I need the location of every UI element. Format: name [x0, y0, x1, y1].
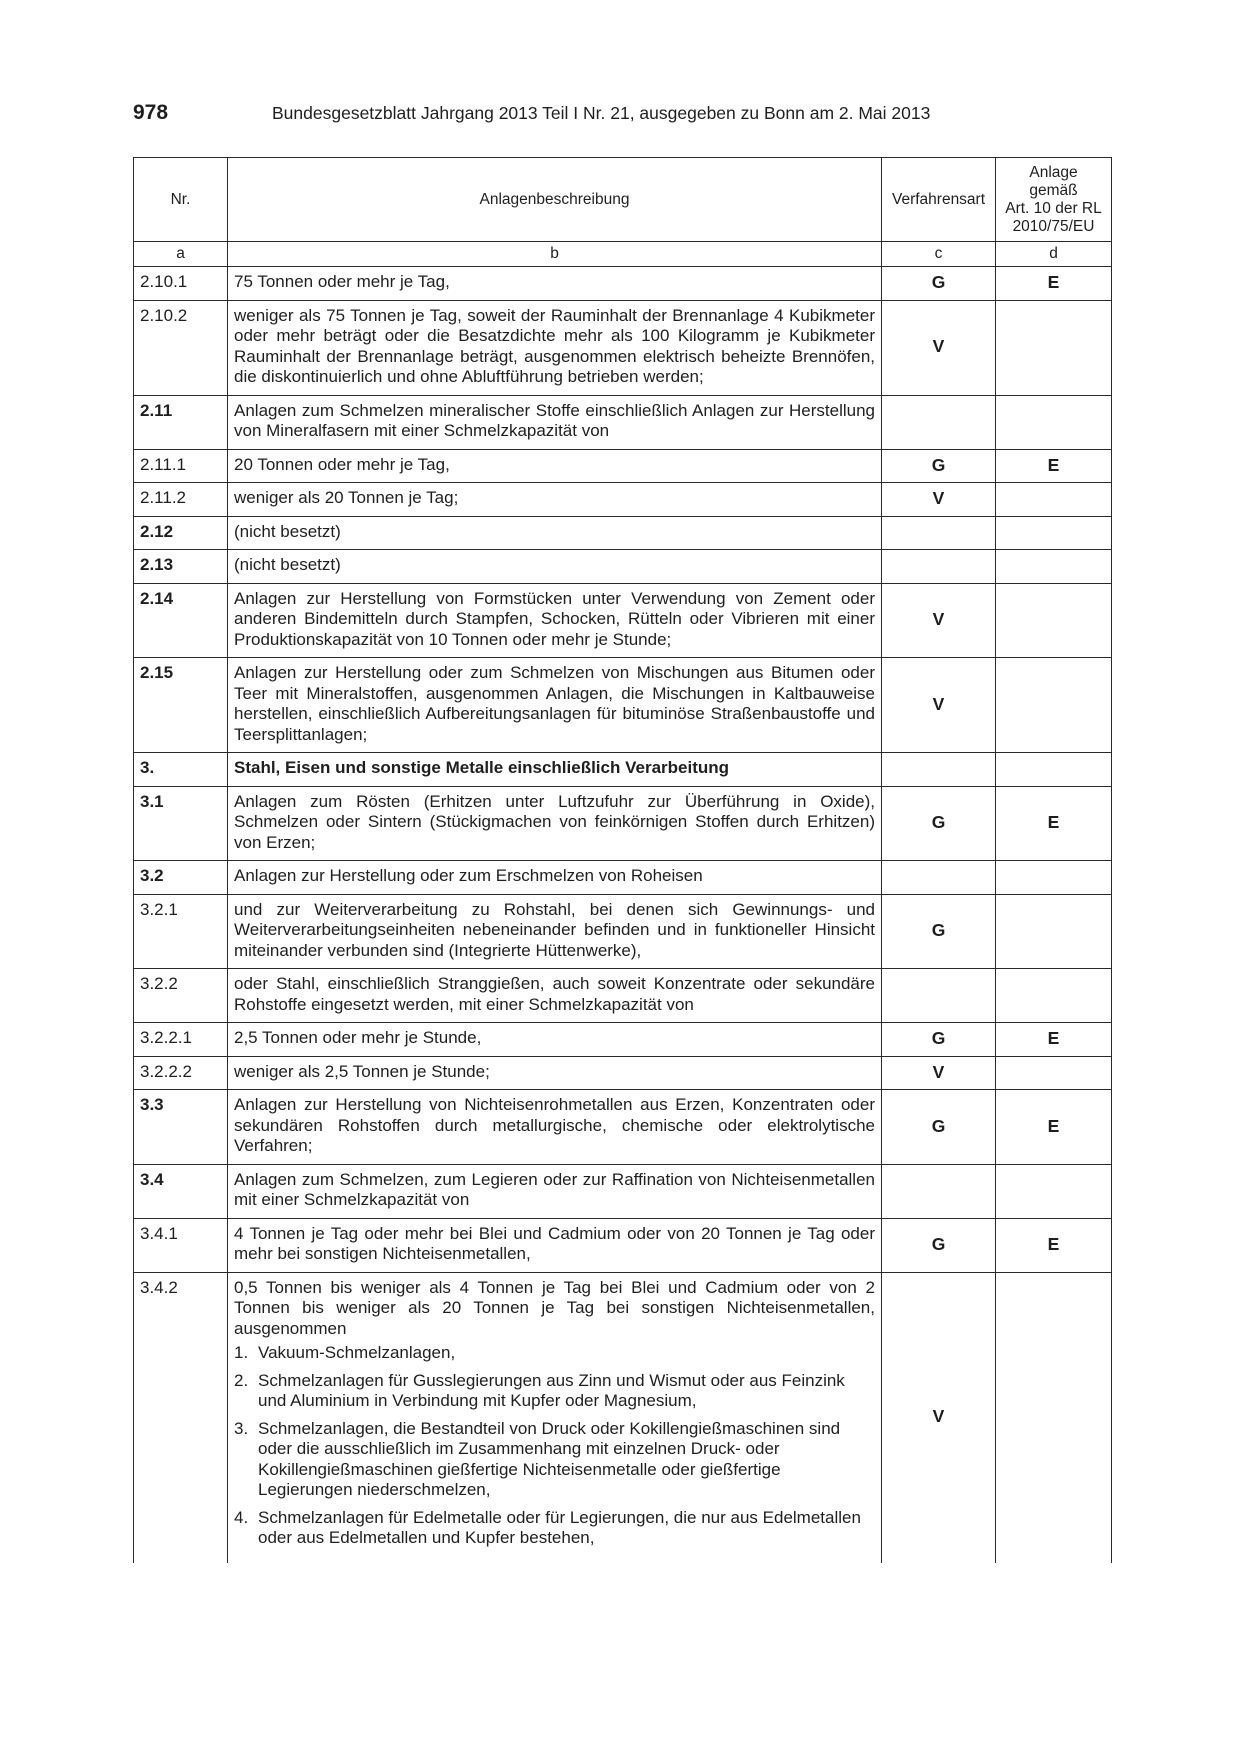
table-row [134, 753, 1112, 787]
row-description: (nicht besetzt) [228, 516, 882, 550]
anlage-value [996, 516, 1112, 550]
anlage-value: E [996, 449, 1112, 483]
anlage-value [996, 300, 1112, 395]
verfahrensart-value [882, 1164, 996, 1218]
anlage-value [996, 658, 1112, 753]
page-number: 978 [133, 101, 169, 124]
row-number: 3.2 [134, 861, 228, 895]
row-description: (nicht besetzt) [228, 550, 882, 584]
column-header-beschreibung: Anlagenbeschreibung [228, 158, 882, 242]
list-item-text: Vakuum-Schmelzanlagen, [258, 1343, 456, 1362]
anlage-value [996, 395, 1112, 449]
verfahrensart-value: G [882, 267, 996, 301]
row-description: 20 Tonnen oder mehr je Tag, [228, 449, 882, 483]
list-item-number: 1. [234, 1343, 249, 1362]
row-number: 2.14 [134, 583, 228, 658]
row-number: 3.4 [134, 1164, 228, 1218]
row-number: 3.2.2 [134, 969, 228, 1023]
table-row [134, 894, 1112, 969]
column-header-verfahrensart: Verfahrensart [882, 158, 996, 242]
row-description: und zur Weiterverarbeitung zu Rohstahl, bei denen sich Gewinnungs- und Weiterverarbeitungseinheiten nebeneinander befinden und in funktioneller Hinsicht miteinander verbunden sind (Integrierte Hüttenwerke), [228, 894, 882, 969]
row-number: 2.10.2 [134, 300, 228, 395]
row-number: 2.11.2 [134, 483, 228, 517]
anlage-value [996, 550, 1112, 584]
table-row [134, 516, 1112, 550]
row-number: 3.4.1 [134, 1218, 228, 1272]
column-header-anlage-line: Art. 10 der RL [1005, 199, 1102, 217]
list-item-number: 2. [234, 1370, 249, 1390]
list-item-number: 3. [234, 1418, 249, 1438]
row-description: 75 Tonnen oder mehr je Tag, [228, 267, 882, 301]
verfahrensart-value: G [882, 894, 996, 969]
verfahrensart-value: V [882, 1272, 996, 1563]
table-row [134, 267, 1112, 301]
row-description: Anlagen zum Schmelzen, zum Legieren oder zur Raffination von Nichteisenmetallen mit einer Schmelzkapazität von [228, 1164, 882, 1218]
row-description: Anlagen zum Rösten (Erhitzen unter Luftzufuhr zur Überführung in Oxide), Schmelzen oder Sintern (Stückigmachen von feinkörnigen Stoffen durch Erhitzen) von Erzen; [228, 786, 882, 861]
row-description: 4 Tonnen je Tag oder mehr bei Blei und Cadmium oder von 20 Tonnen je Tag oder mehr bei sonstigen Nichteisenmetallen, [228, 1218, 882, 1272]
table-row [134, 1218, 1112, 1272]
column-letter-b: b [228, 242, 882, 267]
anlage-value [996, 861, 1112, 895]
row-number: 2.10.1 [134, 267, 228, 301]
section-heading: Stahl, Eisen und sonstige Metalle einschließlich Verarbeitung [228, 753, 882, 787]
list-item [234, 1343, 875, 1364]
anlage-value [996, 1272, 1112, 1563]
table-row [134, 1272, 1112, 1563]
verfahrensart-value [882, 753, 996, 787]
row-number: 3.4.2 [134, 1272, 228, 1563]
row-description: weniger als 2,5 Tonnen je Stunde; [228, 1056, 882, 1090]
row-number: 2.12 [134, 516, 228, 550]
table-row [134, 583, 1112, 658]
verfahrensart-value [882, 969, 996, 1023]
table-row [134, 969, 1112, 1023]
row-description: weniger als 20 Tonnen je Tag; [228, 483, 882, 517]
column-header-anlage [996, 158, 1112, 242]
anlage-value [996, 583, 1112, 658]
row-description: Anlagen zur Herstellung von Formstücken unter Verwendung von Zement oder anderen Bindemitteln durch Stampfen, Schocken, Rütteln oder Vibrieren mit einer Produktionskapazität von 10 Tonnen oder mehr je Stunde; [228, 583, 882, 658]
table-row [134, 395, 1112, 449]
column-letter-d: d [996, 242, 1112, 267]
row-description: oder Stahl, einschließlich Stranggießen, auch soweit Konzentrate oder sekundäre Rohstoffe eingesetzt werden, mit einer Schmelzkapazität von [228, 969, 882, 1023]
row-description: weniger als 75 Tonnen je Tag, soweit der Rauminhalt der Brennanlage 4 Kubikmeter oder mehr beträgt oder die Besatzdichte mehr als 100 Kilogramm je Kubikmeter Rauminhalt der Brennanlage beträgt, ausgenommen elektrisch beheizte Brennöfen, die diskontinuierlich und ohne Abluftführung betrieben werden; [228, 300, 882, 395]
row-number: 3.2.2.1 [134, 1023, 228, 1057]
row-number: 3.3 [134, 1090, 228, 1165]
column-letter-a: a [134, 242, 228, 267]
row-number: 3. [134, 753, 228, 787]
anlagen-table [133, 157, 1112, 1563]
column-header-nr: Nr. [134, 158, 228, 242]
publication-header: Bundesgesetzblatt Jahrgang 2013 Teil I Nr. 21, ausgegeben zu Bonn am 2. Mai 2013 [272, 103, 931, 123]
anlage-value [996, 1056, 1112, 1090]
verfahrensart-value [882, 395, 996, 449]
row-description [228, 1272, 882, 1563]
table-row [134, 1090, 1112, 1165]
verfahrensart-value: G [882, 449, 996, 483]
verfahrensart-value [882, 861, 996, 895]
anlage-value: E [996, 1218, 1112, 1272]
table-row [134, 1023, 1112, 1057]
table-row [134, 449, 1112, 483]
anlage-value [996, 753, 1112, 787]
list-item [234, 1419, 875, 1501]
column-header-anlage-line: 2010/75/EU [1012, 217, 1095, 235]
column-letter-row [134, 242, 1112, 267]
verfahrensart-value: G [882, 786, 996, 861]
row-number: 2.13 [134, 550, 228, 584]
row-number: 3.2.1 [134, 894, 228, 969]
row-description: Anlagen zum Schmelzen mineralischer Stoffe einschließlich Anlagen zur Herstellung von Mineralfasern mit einer Schmelzkapazität von [228, 395, 882, 449]
row-number: 2.11.1 [134, 449, 228, 483]
verfahrensart-value: V [882, 658, 996, 753]
table-header-row [134, 158, 1112, 242]
list-item [234, 1508, 875, 1549]
verfahrensart-value: G [882, 1023, 996, 1057]
table-row [134, 550, 1112, 584]
list-item-text: Schmelzanlagen, die Bestandteil von Druck oder Kokillengießmaschinen sind oder die ausschließlich im Zusammenhang mit einzelnen Druck- oder Kokillengießmaschinen gießfertige Nichteisenmetalle oder gießfertige Legierungen niederschmelzen, [258, 1418, 841, 1499]
verfahrensart-value [882, 550, 996, 584]
column-letter-c: c [882, 242, 996, 267]
anlage-value: E [996, 786, 1112, 861]
list-item-text: Schmelzanlagen für Gusslegierungen aus Zinn und Wismut oder aus Feinzink und Aluminium in Verbindung mit Kupfer oder Magnesium, [258, 1370, 845, 1410]
table-row [134, 786, 1112, 861]
anlage-value [996, 894, 1112, 969]
table-row [134, 1056, 1112, 1090]
verfahrensart-value: G [882, 1090, 996, 1165]
table-row [134, 861, 1112, 895]
anlage-value: E [996, 1090, 1112, 1165]
anlage-value: E [996, 1023, 1112, 1057]
anlage-value [996, 483, 1112, 517]
column-header-anlage-line: Anlage [1029, 163, 1078, 181]
table-row [134, 300, 1112, 395]
row-description: Anlagen zur Herstellung oder zum Erschmelzen von Roheisen [228, 861, 882, 895]
row-description: Anlagen zur Herstellung oder zum Schmelzen von Mischungen aus Bitumen oder Teer mit Mineralstoffen, ausgenommen Anlagen, die Mischungen in Kaltbauweise herstellen, einschließlich Aufbereitungsanlagen für bituminöse Straßenbaustoffe und Teersplittanlagen; [228, 658, 882, 753]
verfahrensart-value: V [882, 583, 996, 658]
row-number: 2.15 [134, 658, 228, 753]
row-number: 3.2.2.2 [134, 1056, 228, 1090]
row-description: 2,5 Tonnen oder mehr je Stunde, [228, 1023, 882, 1057]
verfahrensart-value: V [882, 483, 996, 517]
verfahrensart-value [882, 516, 996, 550]
verfahrensart-value: V [882, 1056, 996, 1090]
anlage-value [996, 1164, 1112, 1218]
table-row [134, 1164, 1112, 1218]
list-item-text: Schmelzanlagen für Edelmetalle oder für Legierungen, die nur aus Edelmetallen oder aus Edelmetallen und Kupfer bestehen, [258, 1507, 861, 1547]
row-description: Anlagen zur Herstellung von Nichteisenrohmetallen aus Erzen, Konzentraten oder sekundären Rohstoffen durch metallurgische, chemische oder elektrolytische Verfahren; [228, 1090, 882, 1165]
verfahrensart-value: G [882, 1218, 996, 1272]
anlage-value [996, 969, 1112, 1023]
row-description-text: 0,5 Tonnen bis weniger als 4 Tonnen je Tag bei Blei und Cadmium oder von 2 Tonnen bis weniger als 20 Tonnen je Tag bei sonstigen Nichteisenmetallen, ausgenommen [234, 1277, 875, 1338]
verfahrensart-value: V [882, 300, 996, 395]
anlage-value: E [996, 267, 1112, 301]
list-item [234, 1371, 875, 1412]
row-number: 3.1 [134, 786, 228, 861]
table-row [134, 483, 1112, 517]
list-item-number: 4. [234, 1507, 249, 1527]
row-number: 2.11 [134, 395, 228, 449]
exception-list [234, 1343, 875, 1549]
table-row [134, 658, 1112, 753]
column-header-anlage-line: gemäß [1029, 181, 1078, 199]
